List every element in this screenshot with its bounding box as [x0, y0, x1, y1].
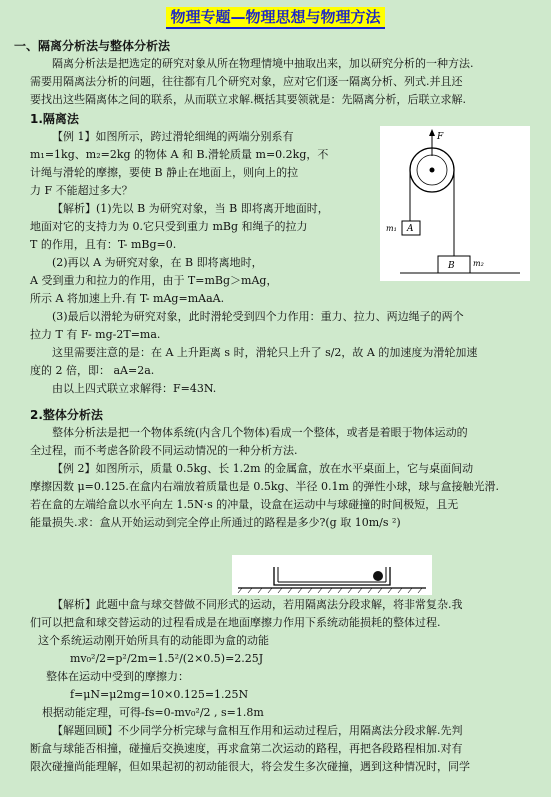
formula-line: f=μN=μ2mg=10×0.125=1.25N: [70, 688, 249, 701]
text-line: (3)最后以滑轮为研究对象，此时滑轮受到四个力作用：重力、拉力、两边绳子的两个: [52, 310, 464, 323]
text-line: 隔离分析法是把选定的研究对象从所在物理情境中抽取出来，加以研究分析的一种方法.: [52, 57, 474, 70]
text-line: 度的 2 倍，即： aA=2a.: [30, 364, 155, 377]
text-line: m₁=1kg、m₂=2kg 的物体 A 和 B.滑轮质量 m=0.2kg，不: [30, 148, 329, 161]
analysis1-cont: [0, 308, 551, 398]
m2-label: m₂: [473, 259, 484, 268]
page-title: 物理专题—物理思想与物理方法: [166, 7, 384, 29]
text-line: 们可以把盒和球交替运动的过程看成是在地面摩擦力作用下系统动能损耗的整体过程.: [30, 616, 441, 629]
title-bar: [0, 0, 551, 33]
text-line: 整体分析法是把一个物体系统(内含几个物体)看成一个整体，或者是着眼于物体运动的: [52, 426, 468, 439]
pulley-axle: [430, 168, 435, 173]
subsection1-heading: 1.隔离法: [30, 112, 79, 126]
text-line: 【解题回顾】不少同学分析完球与盒相互作用和运动过程后，用隔离法分段求解.先判: [52, 724, 463, 737]
example1: [0, 128, 382, 308]
text-line: 计绳与滑轮的摩擦，要使 B 静止在地面上，则向上的拉: [30, 166, 299, 179]
text-line: 断盒与球能否相撞，碰撞后交换速度，再求盒第二次运动的路程，再把各段路程相加.对有: [30, 742, 463, 755]
section1: [0, 34, 551, 109]
text-line: 拉力 T 有 F- mg-2T=ma.: [30, 328, 161, 341]
formula-line: mv₀²/2=p²/2m=1.5²/(2×0.5)=2.25J: [70, 652, 264, 665]
text-line: A 受到重力和拉力的作用，由于 T=mBg＞mAg，: [30, 274, 278, 287]
text-line: 【解析】(1)先以 B 为研究对象，当 B 即将离开地面时，: [52, 202, 329, 215]
text-line: 限次碰撞尚能理解，但如果起初的初动能很大，将会发生多次碰撞，遇到这种情况时，同学: [30, 760, 470, 773]
text-line: 要找出这些隔离体之间的联系，从而联立求解.概括其要领就是：先隔离分析，后联立求解.: [30, 93, 466, 106]
text-line: 若在盒的左端给盒以水平向左 1.5N·s 的冲量，设盒在运动中与球碰撞的时间极短，且无: [30, 498, 459, 511]
text-line: 【例 2】如图所示，质量 0.5kg、长 1.2m 的金属盒，放在水平桌面上，它与桌面间动: [52, 462, 474, 475]
box-ball-figure: [232, 555, 432, 595]
text-line: 需要用隔离法分析的问题，往往都有几个研究对象，应对它们逐一隔离分析、列式.并且还: [30, 75, 463, 88]
text-line: 这里需要注意的是：在 A 上升距离 s 时，滑轮只上升了 s/2，故 A 的加速度为滑轮加速: [52, 346, 478, 359]
text-line: 力 F 不能超过多大？: [30, 184, 133, 197]
figure-background: [232, 555, 432, 595]
text-line: (2)再以 A 为研究对象，在 B 即将离地时，: [52, 256, 263, 269]
text-line: 能量损失.求：盒从开始运动到完全停止所通过的路程是多少?(g 取 10m/s ²): [30, 516, 401, 529]
section1-heading: 一、隔离分析法与整体分析法: [14, 39, 171, 53]
text-line: 根据动能定理，可得-fs=0-mv₀²/2 , s=1.8m: [42, 706, 264, 719]
block-b-label: B: [448, 261, 455, 271]
text-line: 【解析】此题中盒与球交替做不同形式的运动，若用隔离法分段求解，将非常复杂.我: [52, 598, 463, 611]
m1-label: m₁: [386, 224, 397, 233]
text-line: 全过程，而不考虑各阶段不同运动情况的一种分析方法.: [30, 444, 298, 457]
section1-intro: [0, 55, 551, 109]
elastic-ball: [373, 571, 383, 581]
text-line: 【例 1】如图所示，跨过滑轮细绳的两端分别系有: [52, 130, 294, 143]
pulley-figure: [380, 126, 530, 281]
text-line: 地面对它的支持力为 0.它只受到重力 mBg 和绳子的拉力: [30, 220, 308, 233]
block-a-label: A: [407, 224, 414, 234]
subsection2-heading: 2.整体分析法: [30, 408, 103, 422]
text-line: 这个系统运动刚开始所具有的动能即为盒的动能: [38, 634, 269, 647]
text-line: 摩擦因数 μ=0.125.在盒内右端放着质量也是 0.5kg、半径 0.1m 的弹性小球，球与盒接触光滑.: [30, 480, 499, 493]
subsection2: [0, 406, 551, 532]
analysis2: [0, 596, 551, 776]
text-line: 所示 A 将加速上升.有 T- mAg=mAaA.: [30, 292, 225, 305]
text-line: T 的作用，且有：T- mBg=0.: [30, 238, 177, 251]
analysis2-body: [0, 596, 551, 776]
text-line: 整体在运动中受到的摩擦力：: [46, 670, 189, 683]
section2-body: [0, 424, 551, 532]
force-label: F: [437, 132, 444, 142]
text-line: 由以上四式联立求解得：F=43N.: [52, 382, 217, 395]
